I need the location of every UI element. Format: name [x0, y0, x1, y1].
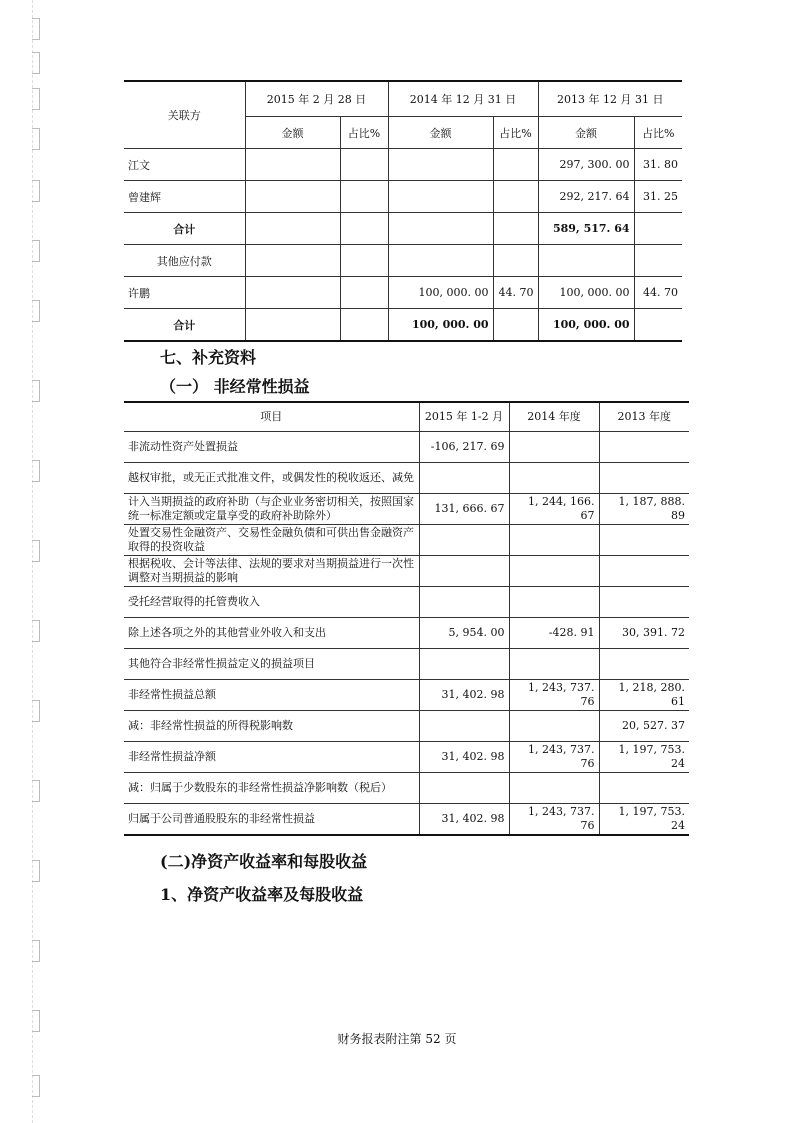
item-label: 非流动性资产处置损益 — [124, 432, 419, 463]
binding-margin — [10, 0, 40, 1123]
value-cell: 1, 218, 280. 61 — [599, 680, 689, 711]
value-cell: 31, 402. 98 — [419, 680, 509, 711]
item-label: 计入当期损益的政府补助（与企业业务密切相关，按照国家统一标准定额或定量享受的政府补助除外） — [124, 494, 419, 525]
value-cell — [509, 711, 599, 742]
value-cell: 31, 402. 98 — [419, 742, 509, 773]
value-cell: 5, 954. 00 — [419, 618, 509, 649]
value-cell: 131, 666. 67 — [419, 494, 509, 525]
table-row — [124, 149, 682, 181]
item-label: 受托经营取得的托管费收入 — [124, 587, 419, 618]
sub-amount: 金额 — [538, 117, 634, 149]
amount-cell: 100, 000. 00 — [538, 309, 634, 342]
amount-cell: 297, 300. 00 — [538, 149, 634, 181]
amount-cell — [245, 245, 340, 277]
item-label: 除上述各项之外的其他营业外收入和支出 — [124, 618, 419, 649]
item-label: 非经常性损益净额 — [124, 742, 419, 773]
item-label: 其他符合非经常性损益定义的损益项目 — [124, 649, 419, 680]
party-name: 合计 — [124, 309, 245, 342]
amount-cell — [245, 277, 340, 309]
value-cell: 30, 391. 72 — [599, 618, 689, 649]
value-cell — [419, 463, 509, 494]
ratio-cell — [634, 309, 682, 342]
ratio-cell — [340, 309, 388, 342]
amount-cell — [245, 213, 340, 245]
subsection-title: (二)净资产收益率和每股收益 — [160, 852, 368, 871]
related-party-table — [124, 80, 682, 342]
table-row — [124, 494, 689, 525]
ratio-cell — [340, 245, 388, 277]
ratio-cell — [493, 149, 538, 181]
table-row — [124, 618, 689, 649]
value-cell — [419, 649, 509, 680]
party-name: 许鹏 — [124, 277, 245, 309]
value-cell — [509, 525, 599, 556]
amount-cell: 100, 000. 00 — [388, 277, 493, 309]
item-label: 处置交易性金融资产、交易性金融负债和可供出售金融资产取得的投资收益 — [124, 525, 419, 556]
value-cell: 1, 244, 166. 67 — [509, 494, 599, 525]
value-cell: 20, 527. 37 — [599, 711, 689, 742]
table-row — [124, 525, 689, 556]
amount-cell — [388, 245, 493, 277]
value-cell — [509, 587, 599, 618]
period-header: 2013 年 12 月 31 日 — [538, 81, 682, 117]
sub-ratio: 占比% — [493, 117, 538, 149]
ratio-cell: 31. 80 — [634, 149, 682, 181]
header-related-party: 关联方 — [124, 81, 245, 149]
ratio-cell — [493, 181, 538, 213]
value-cell — [509, 463, 599, 494]
table-row — [124, 649, 689, 680]
party-name: 曾建辉 — [124, 181, 245, 213]
amount-cell — [245, 149, 340, 181]
ratio-cell — [634, 213, 682, 245]
value-cell — [509, 649, 599, 680]
item-label: 归属于公司普通股股东的非经常性损益 — [124, 804, 419, 836]
value-cell — [509, 773, 599, 804]
table-row — [124, 245, 682, 277]
ratio-cell — [340, 181, 388, 213]
amount-cell: 100, 000. 00 — [388, 309, 493, 342]
item-label: 非经常性损益总额 — [124, 680, 419, 711]
value-cell — [419, 711, 509, 742]
item-label: 减：归属于少数股东的非经常性损益净影响数（税后） — [124, 773, 419, 804]
amount-cell — [538, 245, 634, 277]
ratio-cell — [493, 245, 538, 277]
value-cell: -106, 217. 69 — [419, 432, 509, 463]
non-recurring-table — [124, 401, 689, 836]
ratio-cell — [634, 245, 682, 277]
party-name: 其他应付款 — [124, 245, 245, 277]
value-cell — [599, 773, 689, 804]
section-title: 七、补充资料 — [160, 348, 257, 367]
table-row — [124, 181, 682, 213]
table-row — [124, 680, 689, 711]
amount-cell — [388, 149, 493, 181]
value-cell: 1, 243, 737. 76 — [509, 804, 599, 836]
table-row — [124, 742, 689, 773]
amount-cell — [388, 181, 493, 213]
amount-cell — [245, 181, 340, 213]
value-cell: 1, 197, 753. 24 — [599, 804, 689, 836]
value-cell — [419, 587, 509, 618]
item-label: 减：非经常性损益的所得税影响数 — [124, 711, 419, 742]
subsection-title: 1、净资产收益率及每股收益 — [160, 885, 364, 904]
ratio-cell: 44. 70 — [634, 277, 682, 309]
value-cell — [599, 525, 689, 556]
table-row — [124, 556, 689, 587]
ratio-cell — [493, 213, 538, 245]
sub-ratio: 占比% — [340, 117, 388, 149]
page-footer: 财务报表附注第 52 页 — [337, 1032, 457, 1046]
value-cell: 1, 243, 737. 76 — [509, 742, 599, 773]
value-cell: 1, 197, 753. 24 — [599, 742, 689, 773]
ratio-cell — [340, 213, 388, 245]
value-cell — [599, 587, 689, 618]
value-cell — [419, 556, 509, 587]
value-cell: -428. 91 — [509, 618, 599, 649]
value-cell — [509, 556, 599, 587]
ratio-cell: 31. 25 — [634, 181, 682, 213]
value-cell — [509, 432, 599, 463]
ratio-cell — [340, 277, 388, 309]
value-cell — [599, 432, 689, 463]
header-period: 2013 年度 — [599, 402, 689, 432]
header-period: 2015 年 1-2 月 — [419, 402, 509, 432]
amount-cell: 292, 217. 64 — [538, 181, 634, 213]
header-period: 2014 年度 — [509, 402, 599, 432]
table-row — [124, 587, 689, 618]
subsection-title: （一） 非经常性损益 — [160, 377, 310, 396]
value-cell — [419, 773, 509, 804]
table-row — [124, 309, 682, 342]
item-label: 根据税收、会计等法律、法规的要求对当期损益进行一次性调整对当期损益的影响 — [124, 556, 419, 587]
value-cell: 31, 402. 98 — [419, 804, 509, 836]
value-cell — [599, 556, 689, 587]
amount-cell: 100, 000. 00 — [538, 277, 634, 309]
table-row — [124, 711, 689, 742]
header-item: 项目 — [124, 402, 419, 432]
amount-cell: 589, 517. 64 — [538, 213, 634, 245]
sub-amount: 金额 — [245, 117, 340, 149]
table-row — [124, 432, 689, 463]
item-label: 越权审批，或无正式批准文件，或偶发性的税收返还、减免 — [124, 463, 419, 494]
value-cell: 1, 187, 888. 89 — [599, 494, 689, 525]
party-name: 合计 — [124, 213, 245, 245]
ratio-cell — [493, 309, 538, 342]
value-cell — [599, 649, 689, 680]
period-header: 2015 年 2 月 28 日 — [245, 81, 388, 117]
party-name: 江文 — [124, 149, 245, 181]
table-row — [124, 277, 682, 309]
value-cell — [419, 525, 509, 556]
value-cell: 1, 243, 737. 76 — [509, 680, 599, 711]
ratio-cell: 44. 70 — [493, 277, 538, 309]
table-row — [124, 804, 689, 836]
period-header: 2014 年 12 月 31 日 — [388, 81, 538, 117]
table-row — [124, 463, 689, 494]
sub-amount: 金额 — [388, 117, 493, 149]
amount-cell — [388, 213, 493, 245]
table-row — [124, 213, 682, 245]
value-cell — [599, 463, 689, 494]
sub-ratio: 占比% — [634, 117, 682, 149]
table-row — [124, 773, 689, 804]
amount-cell — [245, 309, 340, 342]
ratio-cell — [340, 149, 388, 181]
